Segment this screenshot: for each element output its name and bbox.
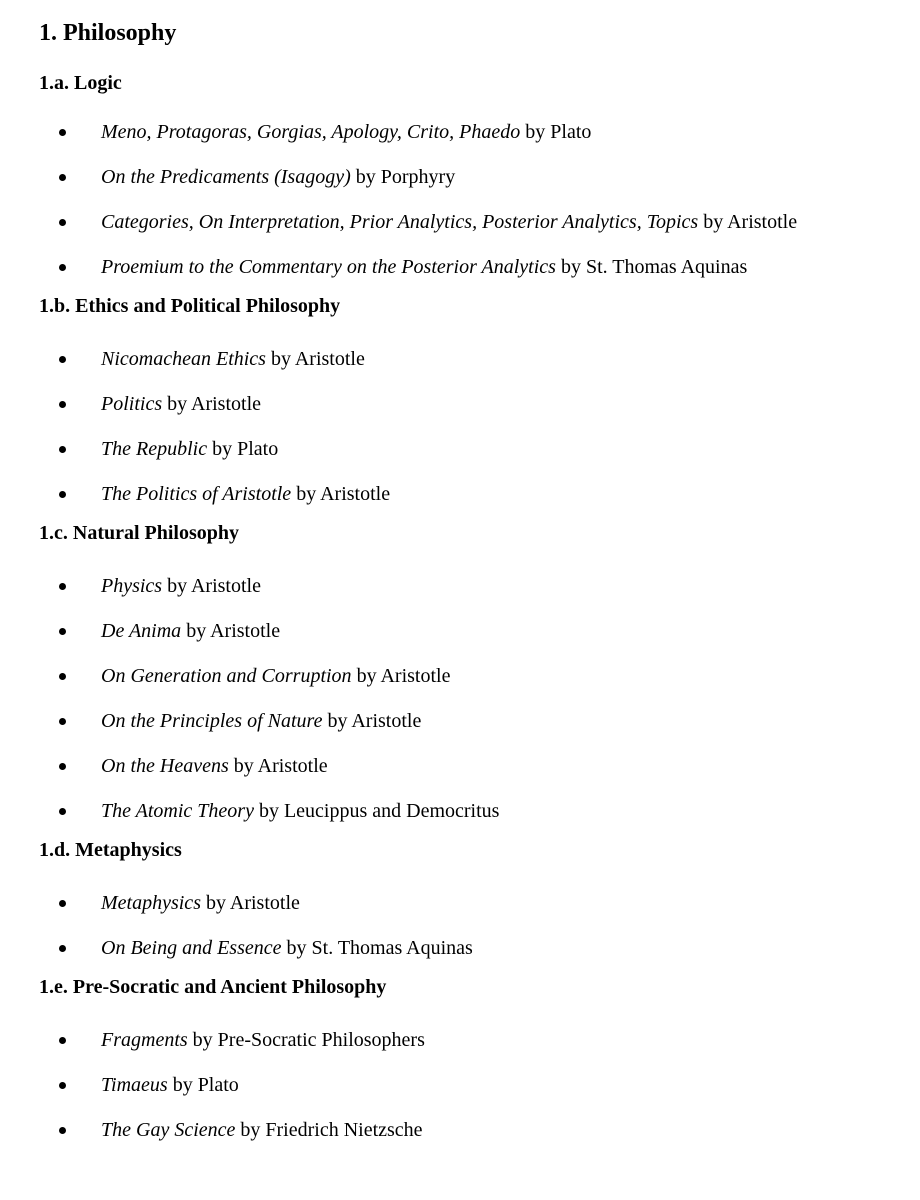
list-metaphysics [39,890,920,980]
work-title: The Gay Science [101,1119,236,1141]
bullet-icon [59,129,66,136]
list-item [39,164,920,209]
work-title: On the Predicaments (Isagogy) [101,166,351,188]
work-title: On the Heavens [101,755,229,777]
list-item [39,935,920,980]
section-heading-ethics: 1.b. Ethics and Political Philosophy [39,295,341,317]
list-item [39,346,920,391]
work-author: by Plato [520,121,592,143]
work-author: by Friedrich Nietzsche [235,1119,423,1141]
bullet-icon [59,1082,66,1089]
work-author: by Aristotle [162,575,261,597]
bullet-icon [59,808,66,815]
list-item [39,254,920,299]
list-item [39,1117,920,1162]
work-author: by Aristotle [291,483,391,505]
work-title: Nicomachean Ethics [101,348,266,370]
work-title: Metaphysics [101,892,201,914]
bullet-icon [59,900,66,907]
list-item [39,436,920,481]
list-natural-philosophy [39,573,920,843]
work-author: by Porphyry [350,166,456,188]
work-author: by St. Thomas Aquinas [555,256,748,278]
section-heading-logic: 1.a. Logic [39,72,122,94]
work-title: De Anima [101,620,182,642]
work-author: by Pre-Socratic Philosophers [187,1029,425,1051]
bullet-icon [59,356,66,363]
work-author: by St. Thomas Aquinas [281,937,473,959]
list-item [39,663,920,708]
work-author: by Aristotle [265,348,365,370]
work-title: Proemium to the Commentary on the Posterior Analytics [101,256,556,278]
section-heading-natural-philosophy: 1.c. Natural Philosophy [39,522,240,544]
work-title: The Republic [101,438,208,460]
work-author: by Aristotle [181,620,281,642]
list-item [39,119,920,164]
bullet-icon [59,763,66,770]
list-item [39,1027,920,1072]
work-title: Timaeus [101,1074,168,1096]
bullet-icon [59,718,66,725]
list-item [39,1072,920,1117]
bullet-icon [59,673,66,680]
work-author: by Aristotle [698,211,798,233]
bullet-icon [59,583,66,590]
list-item [39,708,920,753]
work-author: by Aristotle [200,892,300,914]
work-title: Politics [101,393,163,415]
work-author: by Plato [207,438,279,460]
work-title: On Generation and Corruption [101,665,352,687]
list-ethics [39,346,920,526]
work-author: by Aristotle [351,665,451,687]
work-title: Fragments [101,1029,188,1051]
list-ancient-philosophy [39,1027,920,1162]
work-title: Meno, Protagoras, Gorgias, Apology, Crito, Phaedo [101,121,521,143]
bullet-icon [59,264,66,271]
work-title: The Politics of Aristotle [101,483,292,505]
work-author: by Aristotle [322,710,422,732]
bullet-icon [59,491,66,498]
work-author: by Aristotle [162,393,261,415]
section-heading-ancient-philosophy: 1.e. Pre-Socratic and Ancient Philosophy [39,976,387,998]
work-author: by Aristotle [228,755,328,777]
list-item [39,209,920,254]
bullet-icon [59,628,66,635]
list-item [39,618,920,663]
list-logic [39,119,920,299]
work-title: The Atomic Theory [101,800,254,822]
work-author: by Plato [167,1074,239,1096]
list-item [39,798,920,843]
list-item [39,890,920,935]
page-title: 1. Philosophy [39,20,177,46]
work-title: On Being and Essence [101,937,282,959]
list-item [39,573,920,618]
bullet-icon [59,446,66,453]
work-title: Categories, On Interpretation, Prior Analytics, Posterior Analytics, Topics [101,211,699,233]
list-item [39,753,920,798]
list-item [39,481,920,526]
bullet-icon [59,401,66,408]
work-title: Physics [101,575,163,597]
section-heading-metaphysics: 1.d. Metaphysics [39,839,182,861]
bullet-icon [59,174,66,181]
work-title: On the Principles of Nature [101,710,323,732]
bullet-icon [59,1037,66,1044]
bullet-icon [59,219,66,226]
bullet-icon [59,1127,66,1134]
bullet-icon [59,945,66,952]
work-author: by Leucippus and Democritus [253,800,500,822]
list-item [39,391,920,436]
